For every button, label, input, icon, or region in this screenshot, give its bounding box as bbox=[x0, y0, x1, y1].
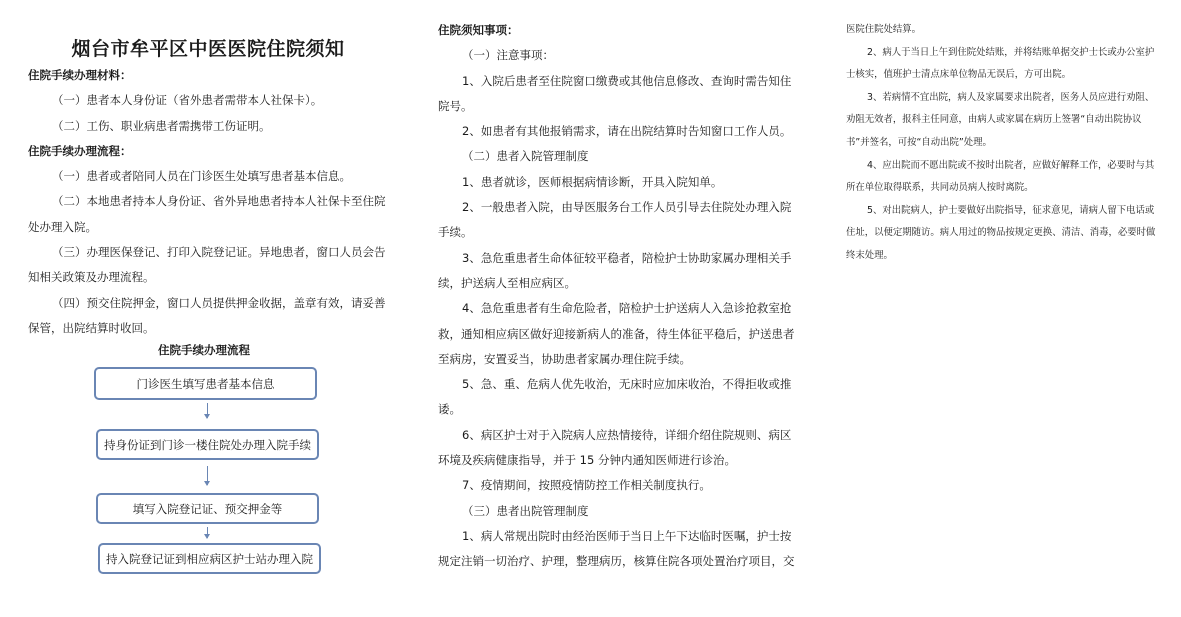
process-item: （三）办理医保登记、打印入院登记证。异地患者，窗口人员会告知相关政策及办理流程。 bbox=[28, 245, 386, 285]
flow-step-box: 门诊医生填写患者基本信息 bbox=[94, 367, 317, 400]
discharge-rule-item: 1、病人常规出院时由经治医师于当日上午下达临时医嘱，护士按规定注销一切治疗、护理，整理病历，核算住院各项处置治疗项目，交 bbox=[438, 528, 795, 569]
notice-section bbox=[438, 18, 798, 575]
notice-item: 2、如患者有其他报销需求，请在出院结算时告知窗口工作人员。 bbox=[462, 124, 792, 139]
admission-rule-item: 3、急危重患者生命体征较平稳者，陪检护士协助家属办理相关手续，护送病人至相应病区。 bbox=[438, 250, 792, 290]
discharge-rule-item: 3、若病情不宜出院，病人及家属要求出院者，医务人员应进行劝阻、劝阻无效者，报科主任同意，由病人或家属在病历上签署“自动出院协议书”并签名，可按“自动出院”处理。 bbox=[846, 91, 1155, 148]
discharge-continuation-section bbox=[846, 19, 1156, 268]
admission-rule-item: 7、疫情期间，按照疫情防控工作相关制度执行。 bbox=[462, 478, 711, 493]
admission-rule-item: 2、一般患者入院，由导医服务台工作人员引导去住院处办理入院手续。 bbox=[438, 200, 792, 240]
notice-item: 1、入院后患者至住院窗口缴费或其他信息修改、查询时需告知住院号。 bbox=[438, 73, 792, 113]
process-heading: 住院手续办理流程： bbox=[28, 143, 132, 158]
flow-arrow-icon bbox=[207, 527, 208, 538]
materials-item: （二）工伤、职业病患者需携带工伤证明。 bbox=[52, 118, 271, 133]
admission-rule-item: 5、急、重、危病人优先收治，无床时应加床收治，不得拒收或推诿。 bbox=[438, 377, 792, 417]
flow-step-box: 持身份证到门诊一楼住院处办理入院手续 bbox=[96, 429, 319, 460]
continuation-text: 医院住院处结算。 bbox=[846, 24, 922, 35]
flowchart-title: 住院手续办理流程 bbox=[158, 343, 250, 357]
materials-item: （一）患者本人身份证（省外患者需带本人社保卡）。 bbox=[52, 93, 323, 108]
page-title: 烟台市牟平区中医医院住院须知 bbox=[71, 38, 345, 60]
admission-rule-item: 4、急危重患者有生命危险者，陪检护士护送病人入急诊抢救室抢救，通知相应病区做好迎接新病人的准备，待生体征平稳后，护送患者至病房，安置妥当，协助患者家属办理住院手续。 bbox=[438, 301, 795, 366]
discharge-rule-item: 2、病人于当日上午到住院处结账，并将结账单据交护士长或办公室护士核实，值班护士清点床单位物品无误后，方可出院。 bbox=[846, 46, 1155, 81]
flow-arrow-icon bbox=[207, 403, 208, 418]
subsection-heading: （三）患者出院管理制度 bbox=[462, 503, 589, 518]
subsection-heading: （一）注意事项： bbox=[462, 48, 554, 63]
process-item: （一）患者或者陪同人员在门诊医生处填写患者基本信息。 bbox=[52, 169, 351, 184]
materials-and-process-section bbox=[28, 63, 388, 341]
admission-rule-item: 6、病区护士对于入院病人应热情接待，详细介绍住院规则、病区环境及疾病健康指导，并于 15 分钟内通知医师进行诊治。 bbox=[438, 427, 792, 468]
process-item: （二）本地患者持本人身份证、省外异地患者持本人社保卡至住院处办理入院。 bbox=[28, 194, 386, 234]
admission-rule-item: 1、患者就诊，医师根据病情诊断，开具入院知单。 bbox=[462, 174, 723, 189]
process-item: （四）预交住院押金，窗口人员提供押金收据，盖章有效，请妥善保管，出院结算时收回。 bbox=[28, 295, 386, 335]
flow-step-box: 填写入院登记证、预交押金等 bbox=[96, 493, 319, 524]
flow-step-box: 持入院登记证到相应病区护士站办理入院 bbox=[98, 543, 321, 574]
discharge-rule-item: 4、应出院而不愿出院或不按时出院者，应做好解释工作，必要时与其所在单位取得联系，共同动员病人按时离院。 bbox=[846, 159, 1155, 194]
discharge-rule-item: 5、对出院病人，护士要做好出院指导，征求意见，请病人留下电话或住址，以便定期随访。病人用过的物品按规定更换、清洁、消毒，必要时做终末处理。 bbox=[846, 204, 1156, 261]
materials-heading: 住院手续办理材料： bbox=[28, 68, 132, 82]
subsection-heading: （二）患者入院管理制度 bbox=[462, 149, 589, 164]
flow-arrow-icon bbox=[207, 466, 208, 485]
notice-heading: 住院须知事项： bbox=[438, 23, 519, 37]
